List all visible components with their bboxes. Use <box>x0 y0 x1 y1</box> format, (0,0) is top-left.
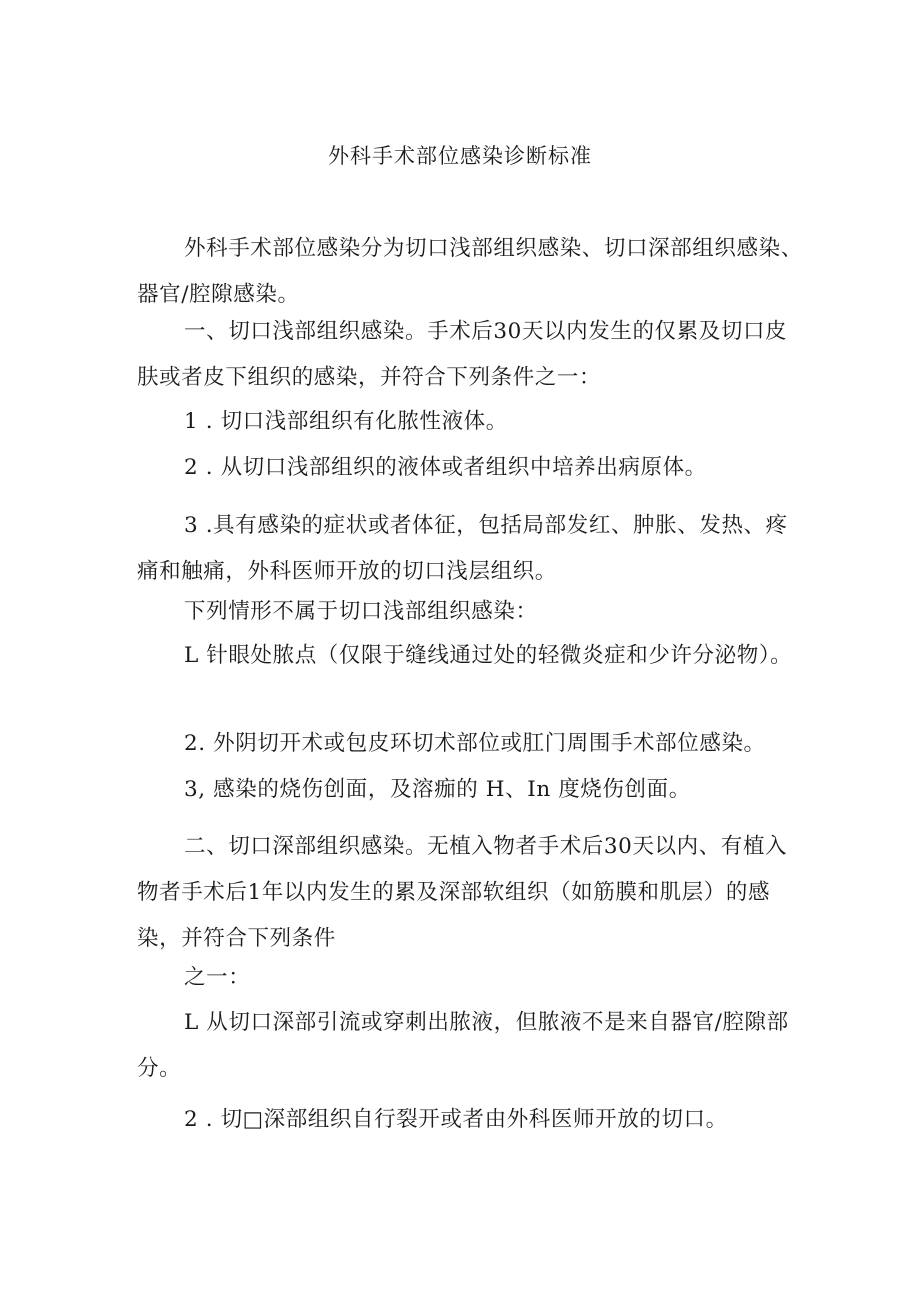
list-item-1-3: 3 .具有感染的症状或者体征，包括局部发红、肿胀、发热、疼痛和触痛，外科医师开放的切口浅层组织。 <box>137 513 788 584</box>
exclusion-heading: 下列情形不属于切口浅部组织感染： <box>184 599 538 624</box>
list-item-1-1: 1 . 切口浅部组织有化脓性液体。 <box>184 409 508 434</box>
list-item-2-1: L 从切口深部引流或穿刺出脓液，但脓液不是来自器官/腔隙部分。 <box>137 1010 789 1081</box>
exclusion-item-1: L 针眼处脓点（仅限于缝线通过处的轻微炎症和少许分泌物）。 <box>184 643 793 668</box>
document-title: 外科手术部位感染诊断标准 <box>328 144 592 168</box>
paragraph-section-1: 一、切口浅部组织感染。手术后30天以内发生的仅累及切口皮肤或者皮下组织的感染，并符合下列条件之一： <box>137 319 788 390</box>
paragraph-intro: 外科手术部位感染分为切口浅部组织感染、切口深部组织感染、器官/腔隙感染。 <box>137 236 803 307</box>
list-item-1-2: 2 . 从切口浅部组织的液体或者组织中培养出病原体。 <box>184 455 707 480</box>
exclusion-item-3: 3, 感染的烧伤创面，及溶痂的 H、In 度烧伤创面。 <box>184 777 691 802</box>
list-item-2-2: 2 . 切□深部组织自行裂开或者由外科医师开放的切口。 <box>184 1107 728 1132</box>
paragraph-section-2-continued: 之一： <box>184 965 251 990</box>
exclusion-item-2: 2. 外阴切开术或包皮环切术部位或肛门周围手术部位感染。 <box>184 731 766 756</box>
paragraph-section-2: 二、切口深部组织感染。无植入物者手术后30天以内、有植入物者手术后1年以内发生的累及深部软组织（如筋膜和肌层）的感染，并符合下列条件 <box>137 834 788 951</box>
